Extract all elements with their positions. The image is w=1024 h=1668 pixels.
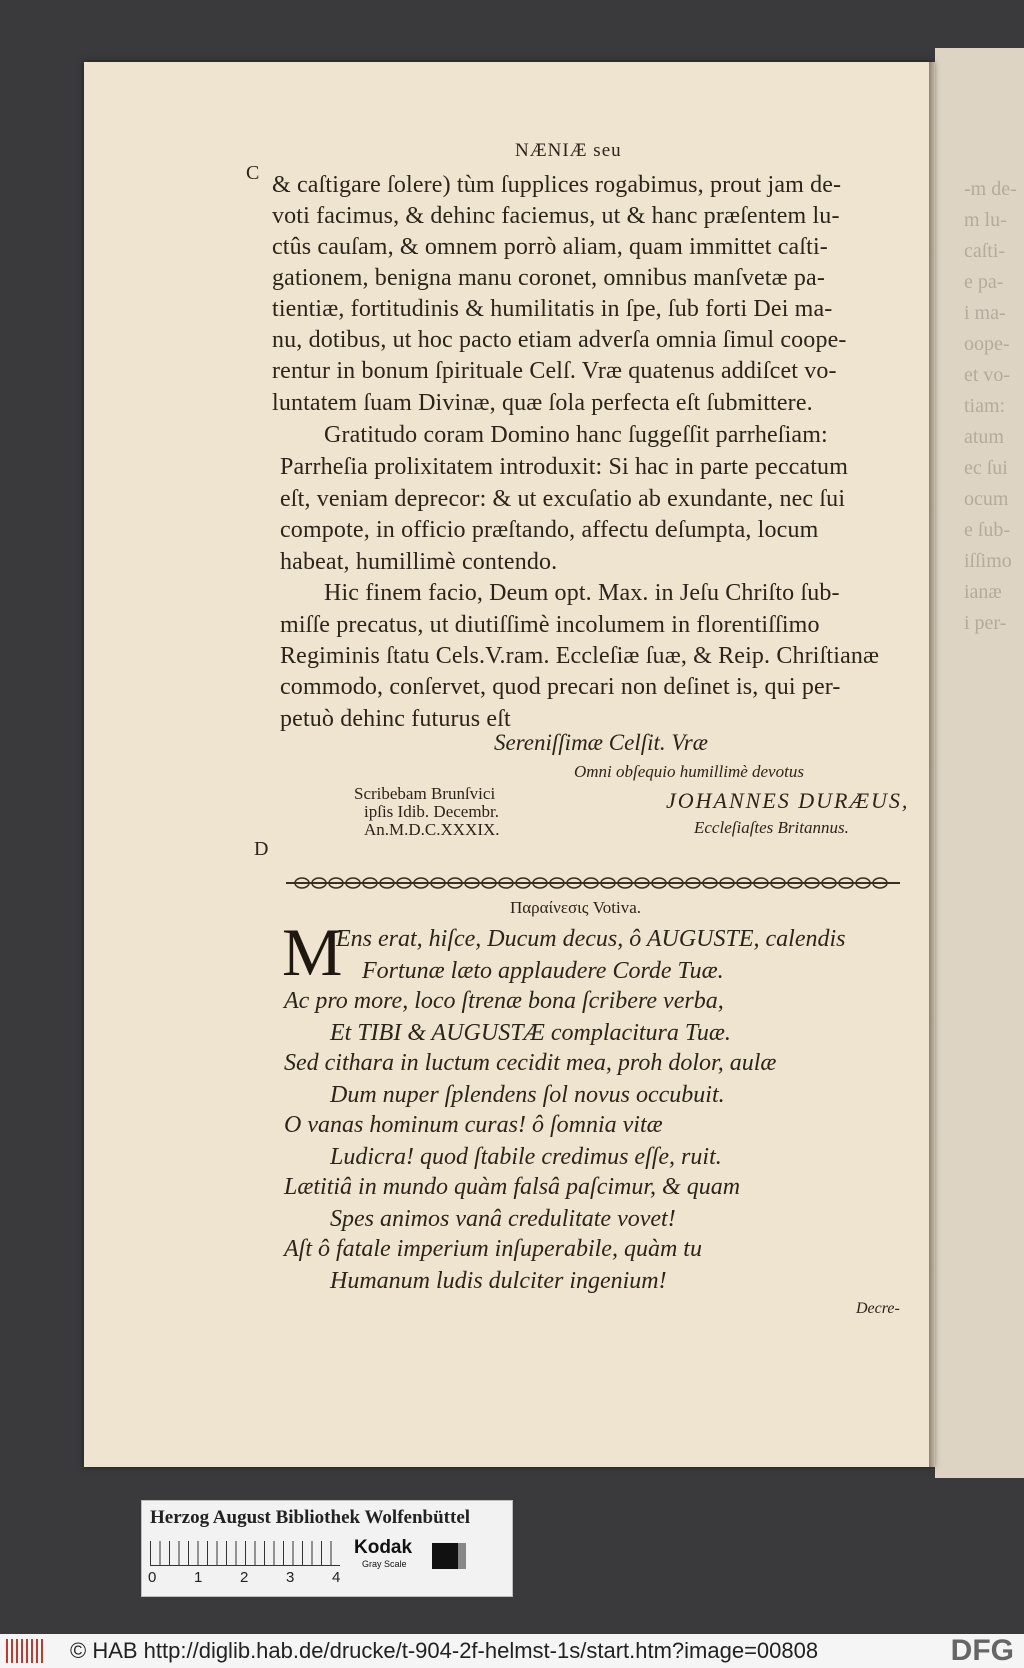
- body-line: luntatem ſuam Divinæ, quæ ſola perfecta eſt ſubmittere.: [272, 390, 813, 416]
- next-page-fragment: oope-: [964, 333, 1010, 355]
- closing-devotion: Omni obſequio humillimè devotus: [574, 762, 804, 781]
- next-page-fragment: atum: [964, 426, 1004, 448]
- poem-line: Ens erat, hiſce, Ducum decus, ô AUGUSTE, calendis: [336, 926, 846, 952]
- body-line: petuò dehinc futurus eſt: [280, 706, 511, 732]
- poem-line: Ludicra! quod ſtabile credimus eſſe, ruit.: [330, 1144, 722, 1170]
- body-line: Parrheſia prolixitatem introduxit: Si hac in parte peccatum: [280, 454, 849, 480]
- signature-title: Eccleſiaſtes Britannus.: [694, 818, 849, 837]
- next-page-fragment: m lu-: [964, 209, 1007, 231]
- place-date-line-1: Scribebam Brunſvici: [354, 784, 496, 803]
- body-line: eſt, veniam deprecor: & ut excuſatio ab exundante, nec ſui: [280, 486, 846, 512]
- body-line: commodo, conſervet, quod precari non deſinet is, qui per-: [280, 674, 841, 700]
- next-page-fragment: ocum: [964, 488, 1009, 510]
- running-header: NÆNIÆ seu: [515, 140, 622, 161]
- library-name: Herzog August Bibliothek Wolfenbüttel: [150, 1507, 471, 1528]
- body-line: ctûs cauſam, & omnem porrò aliam, quam immittet caſti-: [272, 234, 828, 260]
- ruler-number: 3: [286, 1569, 295, 1586]
- gray-scale-label: Gray Scale: [362, 1559, 407, 1569]
- body-line: Gratitudo coram Domino hanc ſuggeſſit parrheſiam:: [324, 422, 828, 448]
- body-line: & caſtigare ſolere) tùm ſupplices rogabimus, prout jam de-: [272, 172, 842, 198]
- dfg-logo: DFG: [950, 1634, 1014, 1667]
- next-page-fragment: e ſub-: [964, 519, 1011, 541]
- poem-line: Dum nuper ſplendens ſol novus occubuit.: [330, 1082, 725, 1108]
- next-page-fragment: iſſimo: [964, 550, 1012, 572]
- margin-letter-c: C: [246, 162, 260, 184]
- next-page-fragment: ec ſui: [964, 457, 1008, 479]
- next-page-fragment: caſti-: [964, 240, 1006, 262]
- next-page-edge: [935, 48, 1024, 1478]
- next-page-fragment: ianæ: [964, 581, 1002, 603]
- ruler-number: 0: [148, 1569, 157, 1586]
- poem-title: Παραίνεσις Votiva.: [510, 898, 642, 917]
- place-date-line-2: ipſis Idib. Decembr.: [364, 802, 500, 821]
- next-page-fragment: i per-: [964, 612, 1007, 634]
- closing-salutation: Sereniſſimæ Celſit. Vræ: [494, 730, 709, 755]
- gray-scale-patch: [432, 1543, 466, 1569]
- catchword: Decre-: [856, 1300, 900, 1317]
- next-page-fragment: e pa-: [964, 271, 1004, 293]
- poem-line: Lætitiâ in mundo quàm falsâ paſcimur, & quam: [284, 1174, 741, 1200]
- ruler-number: 1: [194, 1569, 203, 1586]
- drop-cap: M: [282, 914, 343, 990]
- signature: JOHANNES DURÆUS,: [666, 788, 910, 813]
- next-page-fragment: -m de-: [964, 178, 1017, 200]
- archive-label: [141, 1500, 513, 1597]
- footer-bar: [0, 1634, 1024, 1668]
- body-line: habeat, humillimè contendo.: [280, 549, 558, 575]
- poem-line: O vanas hominum curas! ô ſomnia vitæ: [284, 1112, 663, 1138]
- footer-copyright-link[interactable]: © HAB http://diglib.hab.de/drucke/t-904-2f-helmst-1s/start.htm?image=00808: [70, 1638, 819, 1663]
- poem-line: Fortunæ læto applaudere Corde Tuæ.: [362, 958, 724, 984]
- body-line: Hic finem facio, Deum opt. Max. in Jeſu Chriſto ſub-: [324, 580, 840, 606]
- body-line: tientiæ, fortitudinis & humilitatis in ſpe, ſub forti Dei ma-: [272, 296, 833, 322]
- poem-line: Aſt ô fatale imperium inſuperabile, quàm tu: [284, 1236, 702, 1262]
- poem-line: Spes animos vanâ credulitate vovet!: [330, 1206, 676, 1232]
- next-page-fragment: tiam:: [964, 395, 1006, 417]
- body-line: nu, dotibus, ut hoc pacto etiam adverſa omnia ſimul coope-: [272, 327, 847, 353]
- margin-letter-d: D: [254, 838, 269, 860]
- next-page-fragment: i ma-: [964, 302, 1006, 324]
- poem-line: Ac pro more, loco ſtrenæ bona ſcribere verba,: [284, 988, 724, 1014]
- body-line: rentur in bonum ſpirituale Celſ. Vræ quatenus addiſcet vo-: [272, 358, 837, 384]
- body-line: compote, in officio præſtando, affectu deſumpta, locum: [280, 517, 819, 543]
- ruler-number: 4: [332, 1569, 341, 1586]
- body-line: Regiminis ſtatu Cels.V.ram. Eccleſiæ ſuæ, & Reip. Chriſtianæ: [280, 643, 880, 669]
- poem-line: Sed cithara in luctum cecidit mea, proh dolor, aulæ: [284, 1050, 777, 1076]
- next-page-fragment: et vo-: [964, 364, 1011, 386]
- ornamental-divider: [282, 872, 904, 894]
- kodak-logo: Kodak: [354, 1537, 413, 1558]
- body-line: gationem, benigna manu coronet, omnibus manſvetæ pa-: [272, 265, 826, 291]
- hab-barcode-icon: [6, 1639, 46, 1663]
- body-line: voti facimus, & dehinc faciemus, ut & hanc præſentem lu-: [272, 203, 840, 229]
- body-line: miſſe precatus, ut diutiſſimè incolumem in florentiſſimo: [280, 612, 820, 638]
- poem-line: Et TIBI & AUGUSTÆ complacitura Tuæ.: [330, 1020, 731, 1046]
- place-date-line-3: An.M.D.C.XXXIX.: [364, 820, 500, 839]
- scale-ruler: [150, 1541, 340, 1566]
- page-gutter: [929, 62, 935, 1467]
- ruler-number: 2: [240, 1569, 249, 1586]
- poem-line: Humanum ludis dulciter ingenium!: [330, 1268, 667, 1294]
